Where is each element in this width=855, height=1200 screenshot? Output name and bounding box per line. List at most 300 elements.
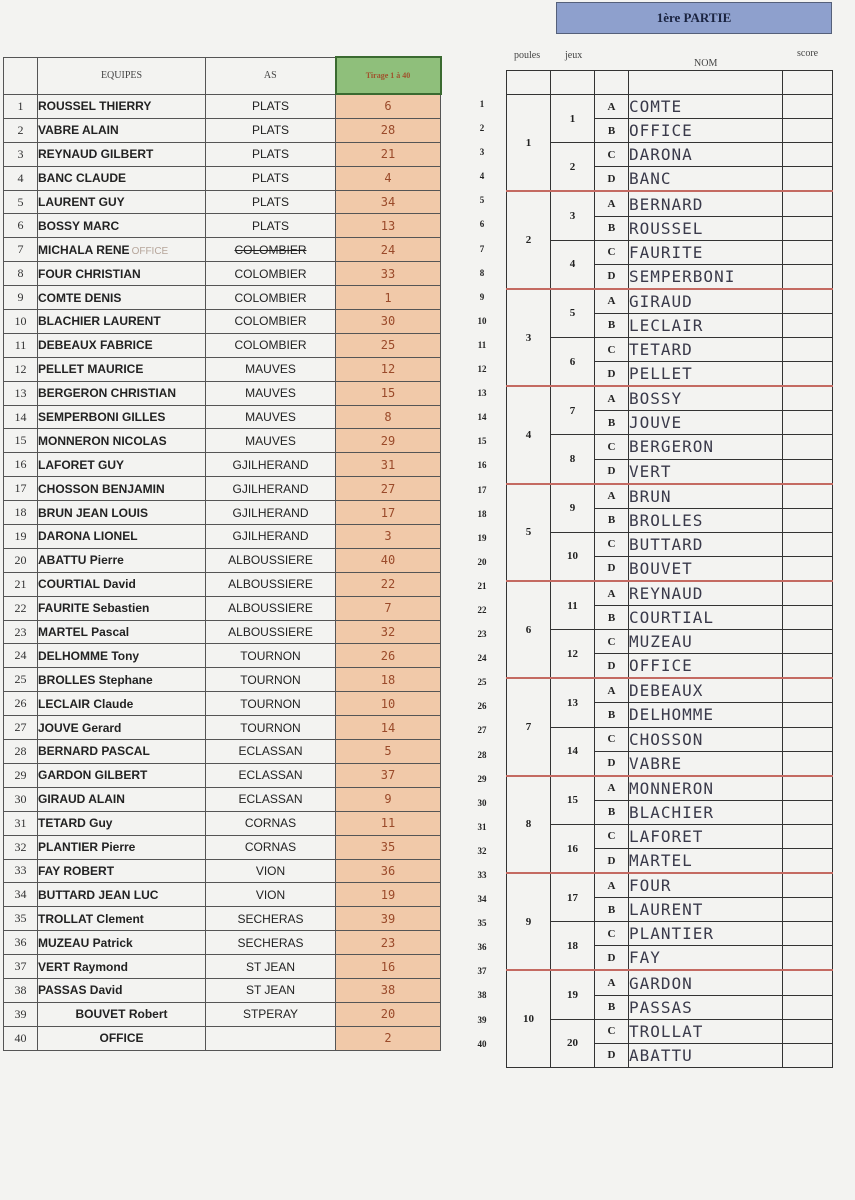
draw-row — [507, 435, 833, 459]
team-name — [38, 907, 206, 931]
slot-letter: B — [595, 313, 629, 337]
player-name: LAURENT — [629, 898, 783, 922]
team-number: 10 — [4, 310, 38, 334]
player-name: VERT — [629, 459, 783, 484]
team-as-text: PLATS — [251, 195, 290, 209]
team-number: 8 — [4, 262, 38, 286]
team-draw: 35 — [336, 835, 441, 859]
team-name-text: TROLLAT Clement — [38, 911, 144, 926]
position-number: 20 — [477, 556, 487, 567]
team-as — [206, 1002, 336, 1026]
draw-row — [507, 386, 833, 411]
score-cell[interactable] — [783, 556, 833, 581]
team-name — [38, 787, 206, 811]
team-row — [4, 310, 441, 334]
team-name — [38, 190, 206, 214]
team-name — [38, 978, 206, 1002]
score-cell[interactable] — [783, 143, 833, 167]
team-name-text: BERGERON CHRISTIAN — [38, 386, 177, 401]
player-name: CHOSSON — [629, 727, 783, 751]
slot-letter: C — [595, 240, 629, 264]
team-number: 33 — [4, 859, 38, 883]
team-as — [206, 596, 336, 620]
team-row — [4, 859, 441, 883]
player-name: VABRE — [629, 751, 783, 776]
score-cell[interactable] — [783, 216, 833, 240]
team-name-text: CHOSSON BENJAMIN — [38, 481, 165, 496]
jeu-cell: 19 — [551, 970, 595, 1019]
player-name: BUTTARD — [629, 532, 783, 556]
player-name: MUZEAU — [629, 630, 783, 654]
slot-letter: C — [595, 1019, 629, 1043]
draw-row — [507, 776, 833, 801]
team-name — [38, 548, 206, 572]
team-name — [38, 811, 206, 835]
score-cell[interactable] — [783, 264, 833, 289]
team-name-text: VABRE ALAIN — [38, 123, 119, 138]
team-row — [4, 596, 441, 620]
team-number: 14 — [4, 405, 38, 429]
score-cell[interactable] — [783, 727, 833, 751]
team-name-text: PLANTIER Pierre — [38, 840, 136, 855]
team-as — [206, 501, 336, 525]
team-as — [206, 692, 336, 716]
team-row — [4, 978, 441, 1002]
position-number: 37 — [477, 966, 487, 977]
team-number: 29 — [4, 763, 38, 787]
team-name — [38, 931, 206, 955]
team-as — [206, 357, 336, 381]
team-name — [38, 1026, 206, 1050]
player-name: BOSSY — [629, 386, 783, 411]
player-name: FOUR — [629, 873, 783, 898]
slot-letter: A — [595, 386, 629, 411]
score-cell[interactable] — [783, 386, 833, 411]
as-header: AS — [206, 57, 336, 94]
team-name-text: GIRAUD ALAIN — [38, 792, 125, 807]
team-name-text: PELLET MAURICE — [38, 362, 144, 377]
team-note: OFFICE — [131, 245, 169, 257]
poule-cell: 7 — [507, 678, 551, 775]
team-name-text: BOUVET Robert — [75, 1007, 168, 1022]
player-name: BERNARD — [629, 191, 783, 216]
score-cell[interactable] — [783, 946, 833, 971]
team-number: 35 — [4, 907, 38, 931]
team-draw: 11 — [336, 811, 441, 835]
draw-body — [507, 71, 833, 1068]
slot-letter: B — [595, 703, 629, 727]
player-name: BOUVET — [629, 556, 783, 581]
poule-cell: 9 — [507, 873, 551, 970]
slot-letter: B — [595, 995, 629, 1019]
draw-row — [507, 289, 833, 314]
poules-header: poules — [514, 50, 541, 61]
team-row — [4, 787, 441, 811]
position-number: 22 — [477, 604, 487, 615]
poule-cell: 6 — [507, 581, 551, 678]
team-draw: 39 — [336, 907, 441, 931]
draw-row — [507, 240, 833, 264]
team-name — [38, 835, 206, 859]
team-name-text: BROLLES Stephane — [38, 672, 153, 687]
team-name — [38, 357, 206, 381]
team-draw: 40 — [336, 548, 441, 572]
team-draw: 9 — [336, 787, 441, 811]
team-as — [206, 978, 336, 1002]
team-as-text: MAUVES — [245, 433, 296, 448]
team-name-text: FAURITE Sebastien — [38, 601, 150, 616]
score-cell[interactable] — [783, 751, 833, 776]
team-number: 9 — [4, 286, 38, 310]
team-number: 25 — [4, 668, 38, 692]
teams-header-row — [4, 57, 441, 94]
score-cell[interactable] — [783, 532, 833, 556]
score-cell[interactable] — [783, 654, 833, 679]
jeu-cell: 12 — [551, 630, 595, 679]
team-row — [4, 907, 441, 931]
slot-letter: B — [595, 898, 629, 922]
team-name-text: MICHALA RENE — [38, 242, 130, 257]
team-number: 5 — [4, 190, 38, 214]
draw-row — [507, 95, 833, 119]
team-as-text: GJILHERAND — [232, 481, 309, 496]
position-number: 31 — [477, 821, 487, 832]
position-number: 23 — [477, 629, 487, 640]
score-cell[interactable] — [783, 459, 833, 484]
team-number: 4 — [4, 166, 38, 190]
team-row — [4, 262, 441, 286]
draw-row — [507, 1019, 833, 1043]
jeu-cell: 16 — [551, 824, 595, 873]
team-draw: 18 — [336, 668, 441, 692]
team-as — [206, 333, 336, 357]
player-name: COURTIAL — [629, 606, 783, 630]
team-as — [206, 907, 336, 931]
score-cell[interactable] — [783, 338, 833, 362]
team-name — [38, 286, 206, 310]
position-number: 33 — [477, 870, 487, 880]
team-as — [206, 740, 336, 764]
team-row — [4, 955, 441, 979]
team-as-text: MAUVES — [245, 410, 296, 425]
score-cell[interactable] — [783, 1019, 833, 1043]
team-number: 7 — [4, 238, 38, 262]
score-cell[interactable] — [783, 995, 833, 1019]
score-cell[interactable] — [783, 922, 833, 946]
score-cell[interactable] — [783, 313, 833, 337]
team-number: 32 — [4, 835, 38, 859]
team-as — [206, 1026, 336, 1050]
score-cell[interactable] — [783, 167, 833, 192]
team-draw: 5 — [336, 740, 441, 764]
team-as — [206, 190, 336, 214]
team-row — [4, 238, 441, 262]
team-as — [206, 166, 336, 190]
score-header: score — [797, 48, 819, 59]
team-name — [38, 94, 206, 118]
jeu-cell: 4 — [551, 240, 595, 289]
draw-header-row — [507, 71, 833, 95]
team-name-text: FOUR CHRISTIAN — [38, 266, 141, 281]
team-number: 28 — [4, 740, 38, 764]
team-draw: 36 — [336, 859, 441, 883]
team-as — [206, 142, 336, 166]
slot-letter: D — [595, 1043, 629, 1067]
team-row — [4, 166, 441, 190]
player-name: BROLLES — [629, 508, 783, 532]
team-number: 38 — [4, 978, 38, 1002]
slot-letter: A — [595, 95, 629, 119]
draw-row — [507, 922, 833, 946]
team-draw: 14 — [336, 716, 441, 740]
poule-cell: 8 — [507, 776, 551, 873]
team-name — [38, 668, 206, 692]
team-draw: 7 — [336, 596, 441, 620]
position-number: 18 — [477, 508, 487, 519]
score-cell[interactable] — [783, 678, 833, 703]
poule-cell: 3 — [507, 289, 551, 386]
score-cell[interactable] — [783, 289, 833, 314]
team-row — [4, 572, 441, 596]
team-draw: 15 — [336, 381, 441, 405]
team-number: 19 — [4, 525, 38, 549]
team-row — [4, 405, 441, 429]
score-cell[interactable] — [783, 630, 833, 654]
score-cell[interactable] — [783, 484, 833, 509]
team-as — [206, 118, 336, 142]
slot-letter: C — [595, 727, 629, 751]
team-name-text: ROUSSEL THIERRY — [38, 99, 152, 114]
position-number: 9 — [479, 291, 485, 302]
score-cell[interactable] — [783, 240, 833, 264]
position-number: 2 — [479, 123, 485, 134]
slot-letter: C — [595, 824, 629, 848]
team-name-text: LECLAIR Claude — [38, 696, 134, 711]
team-as-text: PLATS — [251, 99, 290, 114]
team-as — [206, 763, 336, 787]
jeu-cell: 9 — [551, 484, 595, 533]
team-name — [38, 859, 206, 883]
jeu-cell: 6 — [551, 338, 595, 387]
score-cell[interactable] — [783, 435, 833, 459]
team-name — [38, 692, 206, 716]
slot-letter: D — [595, 362, 629, 387]
position-number: 14 — [477, 412, 487, 423]
position-number: 3 — [479, 147, 485, 158]
team-draw: 32 — [336, 620, 441, 644]
jeux-header: jeux — [565, 50, 583, 61]
score-cell[interactable] — [783, 898, 833, 922]
team-name — [38, 142, 206, 166]
draw-row — [507, 484, 833, 509]
player-name: BRUN — [629, 484, 783, 509]
team-number: 24 — [4, 644, 38, 668]
slot-letter: D — [595, 654, 629, 679]
position-number: 28 — [477, 749, 487, 760]
team-number: 6 — [4, 214, 38, 238]
slot-letter: A — [595, 970, 629, 995]
player-name: LAFORET — [629, 824, 783, 848]
team-name — [38, 405, 206, 429]
team-draw: 10 — [336, 692, 441, 716]
team-as-text: ALBOUSSIERE — [228, 553, 313, 568]
team-name-text: FAY ROBERT — [38, 863, 115, 878]
team-number: 37 — [4, 955, 38, 979]
team-as-text: TOURNON — [240, 648, 301, 663]
team-name — [38, 525, 206, 549]
team-row — [4, 835, 441, 859]
team-draw: 1 — [336, 286, 441, 310]
team-name-text: LAFORET GUY — [38, 457, 124, 472]
team-as-text: TOURNON — [240, 672, 301, 687]
score-cell[interactable] — [783, 606, 833, 630]
team-name — [38, 118, 206, 142]
score-cell[interactable] — [783, 824, 833, 848]
team-name — [38, 333, 206, 357]
score-cell[interactable] — [783, 508, 833, 532]
draw-row — [507, 970, 833, 995]
player-name: COMTE — [629, 95, 783, 119]
team-name — [38, 763, 206, 787]
score-cell[interactable] — [783, 1043, 833, 1067]
team-number: 31 — [4, 811, 38, 835]
team-name-text: LAURENT GUY — [38, 195, 125, 209]
team-name-text: MUZEAU Patrick — [38, 935, 133, 950]
team-name-text: BLACHIER LAURENT — [38, 314, 161, 329]
slot-letter: D — [595, 946, 629, 971]
team-name-text: DELHOMME Tony — [38, 648, 140, 663]
draw-table — [506, 70, 833, 1068]
team-as-text: TOURNON — [240, 720, 301, 735]
team-name — [38, 596, 206, 620]
team-as — [206, 931, 336, 955]
team-number: 17 — [4, 477, 38, 501]
player-name: BERGERON — [629, 435, 783, 459]
team-draw: 8 — [336, 405, 441, 429]
team-number: 36 — [4, 931, 38, 955]
position-number: 36 — [477, 942, 487, 953]
slot-letter: D — [595, 751, 629, 776]
num-header — [4, 57, 38, 94]
score-cell[interactable] — [783, 95, 833, 119]
slot-letter: C — [595, 143, 629, 167]
team-number: 39 — [4, 1002, 38, 1026]
poule-cell: 1 — [507, 95, 551, 192]
position-number: 34 — [477, 894, 487, 905]
team-draw: 28 — [336, 118, 441, 142]
team-draw: 31 — [336, 453, 441, 477]
team-row — [4, 501, 441, 525]
score-cell[interactable] — [783, 119, 833, 143]
team-as — [206, 453, 336, 477]
team-as-text: PLATS — [251, 123, 290, 138]
team-as-text: ALBOUSSIERE — [228, 577, 313, 592]
position-number: 38 — [477, 990, 487, 1001]
team-draw: 33 — [336, 262, 441, 286]
draw-row — [507, 532, 833, 556]
slot-letter: A — [595, 776, 629, 801]
player-name: DELHOMME — [629, 703, 783, 727]
team-row — [4, 644, 441, 668]
slot-letter: C — [595, 338, 629, 362]
score-cell[interactable] — [783, 800, 833, 824]
team-name — [38, 477, 206, 501]
team-as — [206, 310, 336, 334]
position-number: 25 — [477, 677, 487, 688]
team-draw: 3 — [336, 525, 441, 549]
team-as — [206, 381, 336, 405]
team-number: 18 — [4, 501, 38, 525]
draw-row — [507, 678, 833, 703]
position-number: 26 — [477, 701, 487, 712]
score-cell[interactable] — [783, 191, 833, 216]
jeu-cell: 13 — [551, 678, 595, 727]
score-cell[interactable] — [783, 970, 833, 995]
jeu-cell: 5 — [551, 289, 595, 338]
score-cell[interactable] — [783, 362, 833, 387]
team-as — [206, 548, 336, 572]
team-name-text: COMTE DENIS — [38, 290, 122, 305]
team-as — [206, 811, 336, 835]
team-as — [206, 883, 336, 907]
team-row — [4, 931, 441, 955]
team-draw: 20 — [336, 1002, 441, 1026]
slot-letter: C — [595, 630, 629, 654]
team-as — [206, 716, 336, 740]
team-name — [38, 238, 206, 262]
team-as-text: ST JEAN — [245, 983, 296, 998]
player-name: OFFICE — [629, 654, 783, 679]
team-as — [206, 286, 336, 310]
team-number: 20 — [4, 548, 38, 572]
team-as-text: ALBOUSSIERE — [228, 625, 313, 640]
player-name: GARDON — [629, 970, 783, 995]
score-cell[interactable] — [783, 776, 833, 801]
player-name: FAY — [629, 946, 783, 971]
team-as-text: ST JEAN — [245, 959, 296, 974]
jeu-cell: 1 — [551, 95, 595, 143]
team-row — [4, 668, 441, 692]
draw-row — [507, 191, 833, 216]
score-cell[interactable] — [783, 581, 833, 606]
position-number: 32 — [477, 845, 487, 856]
poule-cell: 10 — [507, 970, 551, 1067]
position-number: 8 — [479, 267, 485, 278]
team-row — [4, 381, 441, 405]
team-as — [206, 238, 336, 262]
team-row — [4, 286, 441, 310]
team-draw: 29 — [336, 429, 441, 453]
team-as-text: ECLASSAN — [238, 744, 303, 759]
team-draw: 24 — [336, 238, 441, 262]
score-cell[interactable] — [783, 703, 833, 727]
draw-row — [507, 824, 833, 848]
position-number: 10 — [477, 315, 487, 326]
player-name: REYNAUD — [629, 581, 783, 606]
team-name — [38, 429, 206, 453]
team-draw: 23 — [336, 931, 441, 955]
score-cell[interactable] — [783, 411, 833, 435]
position-number: 1 — [479, 99, 485, 109]
team-row — [4, 453, 441, 477]
position-number: 15 — [477, 436, 487, 447]
score-cell[interactable] — [783, 873, 833, 898]
score-cell[interactable] — [783, 849, 833, 874]
team-number: 40 — [4, 1026, 38, 1050]
team-number: 23 — [4, 620, 38, 644]
team-name — [38, 740, 206, 764]
team-draw: 16 — [336, 955, 441, 979]
